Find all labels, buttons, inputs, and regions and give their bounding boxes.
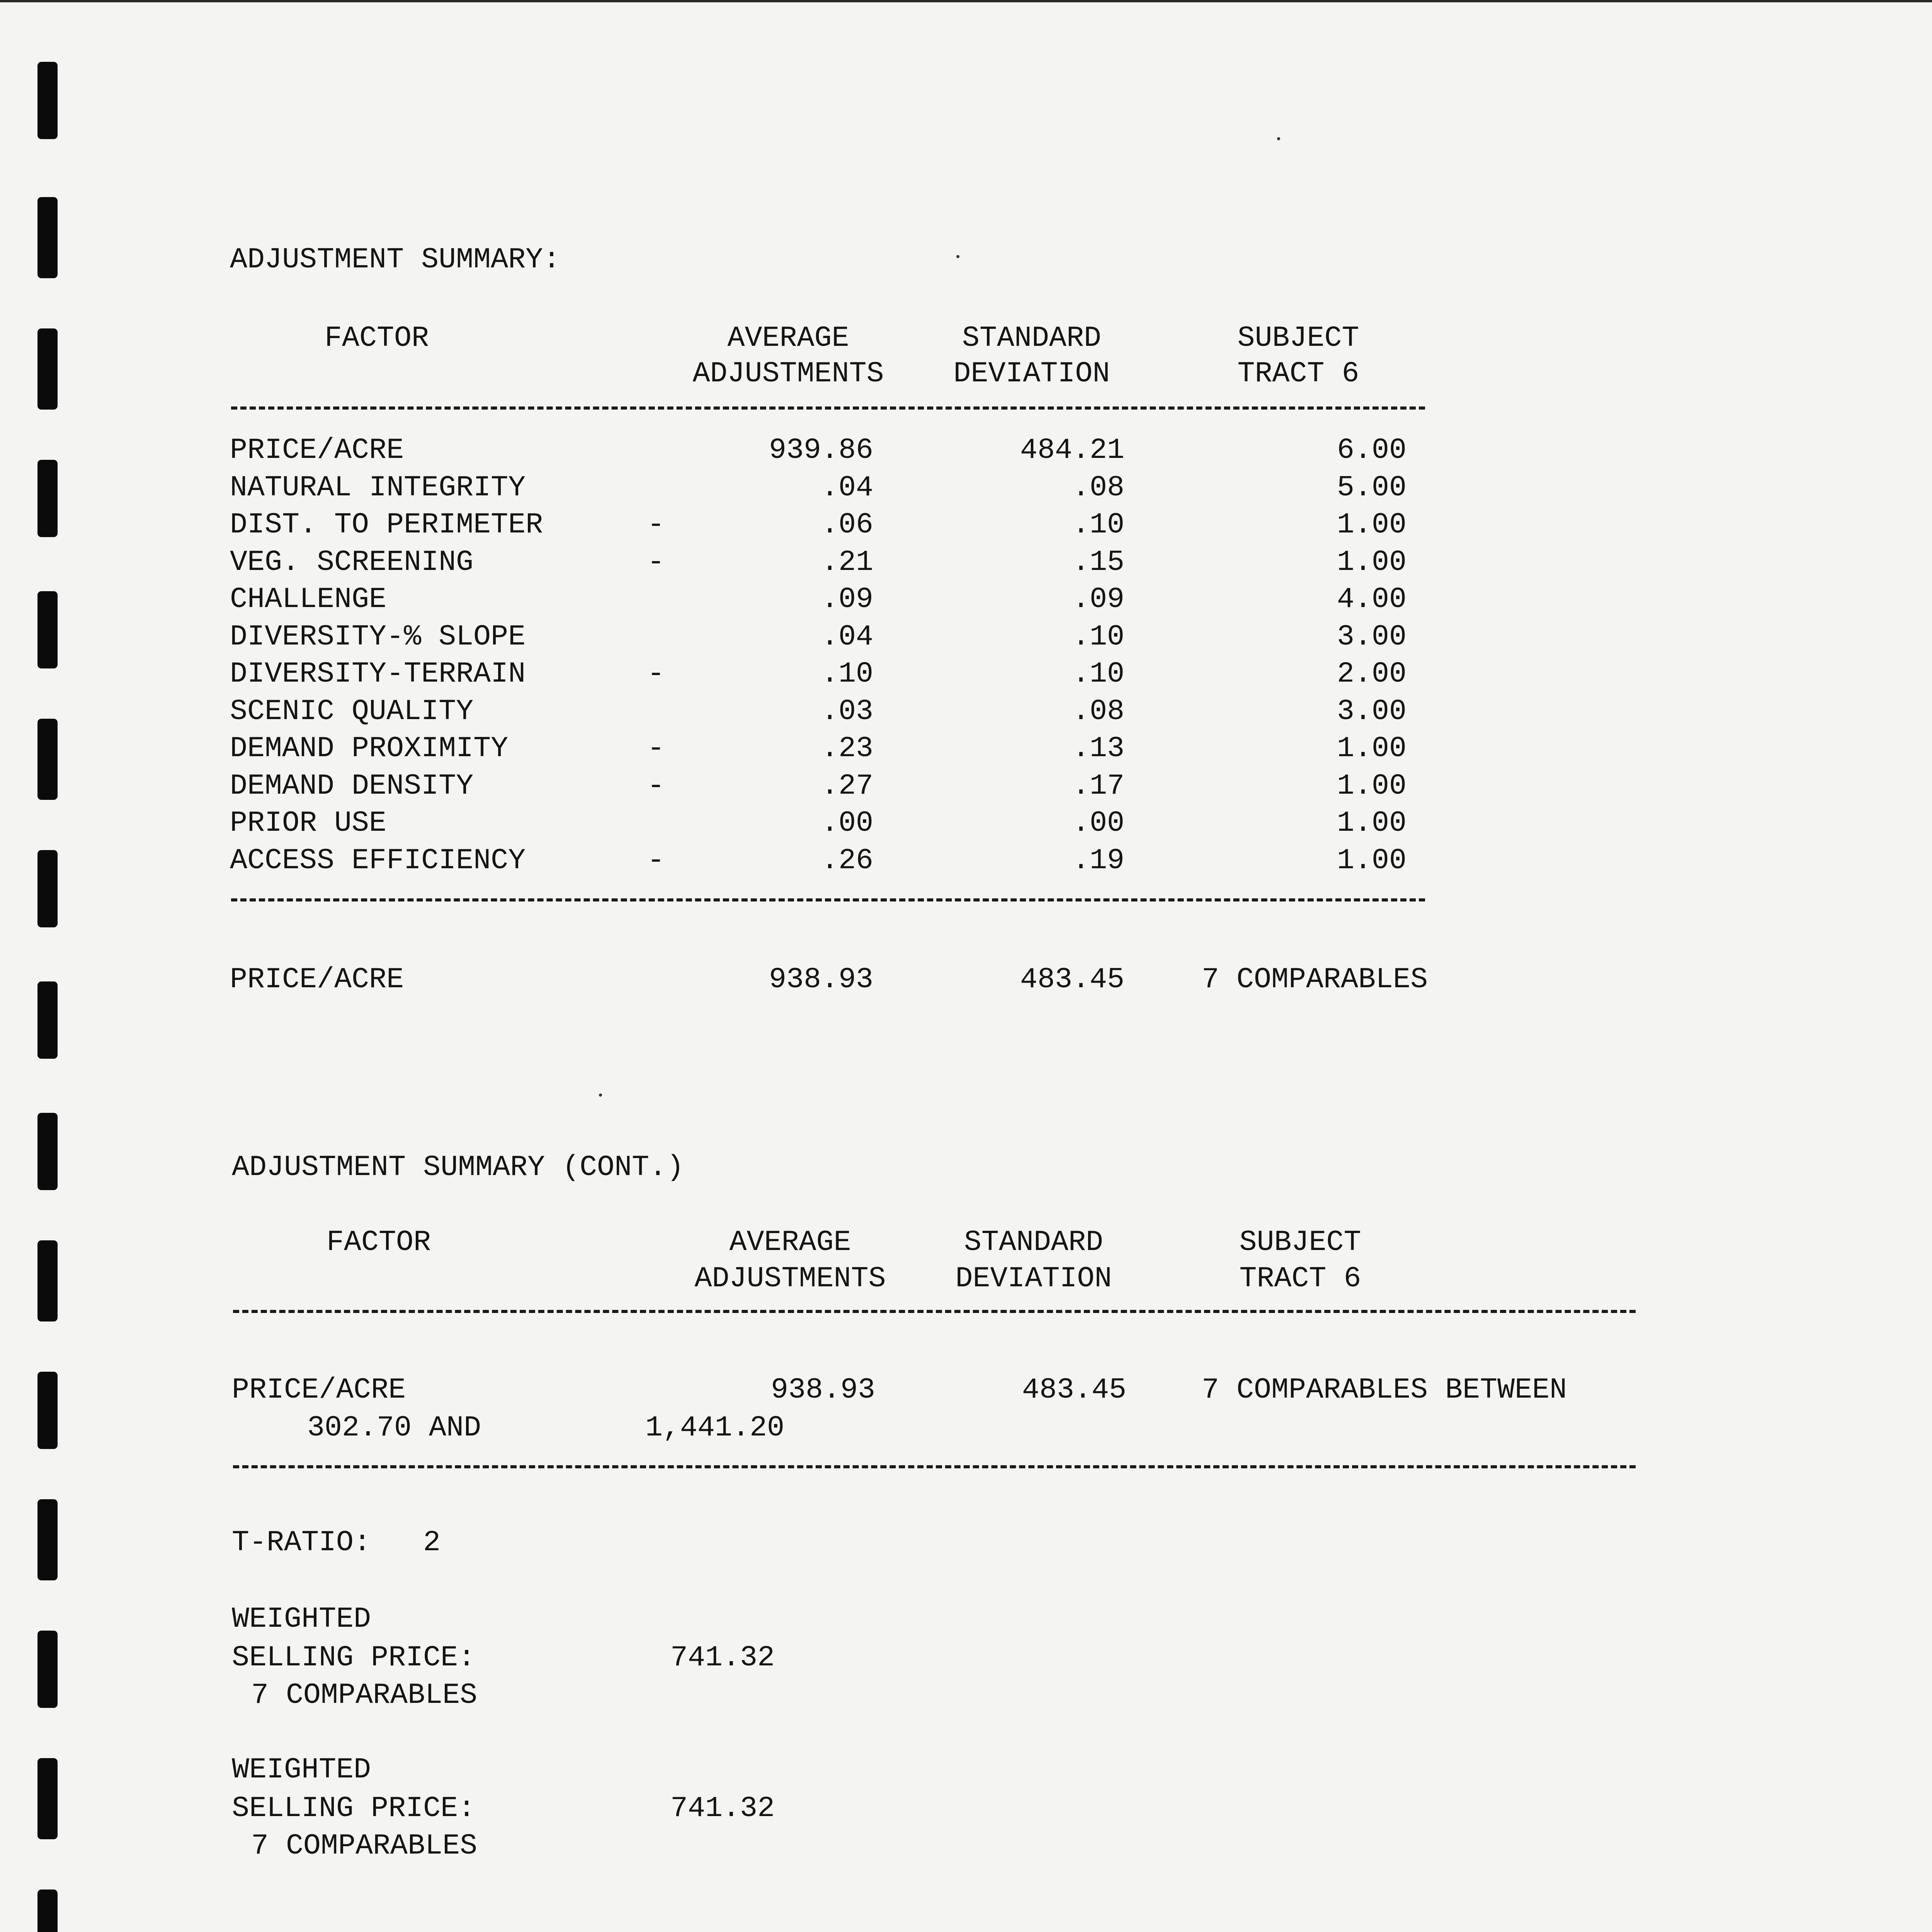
row-subject: 2.00 bbox=[1337, 658, 1406, 690]
row-average: .23 bbox=[821, 732, 873, 765]
row-sign: - bbox=[647, 732, 665, 765]
row-subject: 3.00 bbox=[1337, 695, 1406, 728]
row-std: .10 bbox=[1072, 620, 1124, 653]
selling-price-label: SELLING PRICE: bbox=[232, 1641, 476, 1674]
row-average: .26 bbox=[821, 844, 873, 877]
dashed-rule bbox=[231, 898, 1425, 901]
row-std: .08 bbox=[1072, 695, 1124, 728]
row-average: 939.86 bbox=[769, 434, 873, 467]
row-factor: NATURAL INTEGRITY bbox=[230, 471, 526, 504]
row-std: .10 bbox=[1072, 658, 1124, 690]
row-factor: DEMAND DENSITY bbox=[230, 769, 474, 803]
header-tract: TRACT 6 bbox=[1237, 357, 1359, 390]
row-average: .27 bbox=[821, 769, 873, 803]
row-std: 484.21 bbox=[1020, 434, 1124, 467]
row-average: .06 bbox=[821, 509, 873, 541]
row-subject: 1.00 bbox=[1337, 807, 1406, 840]
header-standard: STANDARD bbox=[962, 322, 1102, 355]
weighted-selling-price-value: 741.32 bbox=[670, 1792, 775, 1825]
row-factor: SCENIC QUALITY bbox=[230, 695, 474, 728]
binder-hole bbox=[37, 1113, 58, 1190]
range-high: 1,441.20 bbox=[645, 1412, 784, 1444]
row-average: .04 bbox=[821, 471, 873, 504]
row-average: .04 bbox=[821, 620, 873, 653]
row-sign: - bbox=[647, 546, 665, 579]
scan-speck bbox=[1277, 137, 1280, 140]
dashed-rule bbox=[233, 1465, 1636, 1468]
row-subject: 4.00 bbox=[1337, 583, 1406, 616]
header-deviation: DEVIATION bbox=[953, 357, 1110, 390]
range-low: 302.70 AND bbox=[307, 1412, 481, 1444]
row-std: .00 bbox=[1072, 807, 1124, 840]
binder-hole bbox=[37, 1631, 58, 1708]
binder-hole bbox=[37, 1240, 58, 1321]
row-std: .19 bbox=[1072, 844, 1124, 877]
section1-title: ADJUSTMENT SUMMARY: bbox=[230, 243, 561, 276]
row-average: .21 bbox=[821, 546, 873, 579]
header-tract-2: TRACT 6 bbox=[1239, 1262, 1361, 1295]
row-sign: - bbox=[647, 658, 665, 690]
selling-price-label: SELLING PRICE: bbox=[232, 1792, 476, 1825]
row-subject: 1.00 bbox=[1337, 769, 1406, 803]
t-ratio-label: T-RATIO: bbox=[232, 1526, 371, 1559]
header-adjustments-2: ADJUSTMENTS bbox=[694, 1262, 886, 1295]
scan-speck bbox=[599, 1094, 602, 1097]
row-std: .10 bbox=[1072, 509, 1124, 541]
binder-hole bbox=[37, 328, 58, 410]
binder-hole bbox=[37, 460, 58, 537]
section2-factor: PRICE/ACRE bbox=[232, 1374, 406, 1406]
comparables-label: 7 COMPARABLES bbox=[251, 1679, 478, 1712]
total-factor: PRICE/ACRE bbox=[230, 963, 404, 996]
row-factor: DEMAND PROXIMITY bbox=[230, 732, 509, 765]
t-ratio-value: 2 bbox=[423, 1526, 441, 1559]
header-average-2: AVERAGE bbox=[729, 1226, 851, 1259]
header-factor-2: FACTOR bbox=[327, 1226, 431, 1259]
binder-hole bbox=[37, 1889, 58, 1932]
weighted-label: WEIGHTED bbox=[232, 1603, 371, 1636]
row-subject: 1.00 bbox=[1337, 509, 1406, 541]
row-factor: VEG. SCREENING bbox=[230, 546, 474, 579]
row-sign: - bbox=[647, 769, 665, 803]
dashed-rule bbox=[231, 406, 1425, 410]
header-factor: FACTOR bbox=[325, 322, 429, 355]
header-average: AVERAGE bbox=[727, 322, 849, 355]
row-subject: 1.00 bbox=[1337, 844, 1406, 877]
row-std: .09 bbox=[1072, 583, 1124, 616]
row-subject: 1.00 bbox=[1337, 546, 1406, 579]
total-average: 938.93 bbox=[769, 963, 873, 996]
binder-hole bbox=[37, 197, 58, 278]
binder-hole bbox=[37, 850, 58, 927]
section2-std: 483.45 bbox=[1022, 1374, 1126, 1406]
dashed-rule bbox=[233, 1310, 1636, 1313]
row-subject: 3.00 bbox=[1337, 620, 1406, 653]
row-factor: DIVERSITY-% SLOPE bbox=[230, 620, 526, 653]
binder-hole bbox=[37, 62, 58, 139]
header-subject-2: SUBJECT bbox=[1239, 1226, 1361, 1259]
row-factor: DIVERSITY-TERRAIN bbox=[230, 658, 526, 690]
comparables-label: 7 COMPARABLES bbox=[251, 1830, 478, 1862]
binder-hole bbox=[37, 1499, 58, 1580]
row-factor: PRIOR USE bbox=[230, 807, 387, 840]
row-factor: CHALLENGE bbox=[230, 583, 387, 616]
row-average: .10 bbox=[821, 658, 873, 690]
row-average: .09 bbox=[821, 583, 873, 616]
header-deviation-2: DEVIATION bbox=[955, 1262, 1112, 1295]
row-factor: ACCESS EFFICIENCY bbox=[230, 844, 526, 877]
weighted-label: WEIGHTED bbox=[232, 1753, 371, 1786]
section2-average: 938.93 bbox=[770, 1374, 875, 1406]
weighted-selling-price-value: 741.32 bbox=[670, 1641, 775, 1674]
row-subject: 5.00 bbox=[1337, 471, 1406, 504]
row-factor: DIST. TO PERIMETER bbox=[230, 509, 543, 541]
header-adjustments: ADJUSTMENTS bbox=[692, 357, 884, 390]
row-subject: 6.00 bbox=[1337, 434, 1406, 467]
row-std: .15 bbox=[1072, 546, 1124, 579]
row-average: .03 bbox=[821, 695, 873, 728]
row-average: .00 bbox=[821, 807, 873, 840]
header-standard-2: STANDARD bbox=[964, 1226, 1104, 1259]
section2-comparables: 7 COMPARABLES BETWEEN bbox=[1202, 1374, 1567, 1406]
total-std: 483.45 bbox=[1020, 963, 1124, 996]
row-sign: - bbox=[647, 509, 665, 541]
binder-hole bbox=[37, 981, 58, 1059]
scan-speck bbox=[956, 255, 959, 258]
binder-hole bbox=[37, 1372, 58, 1449]
binder-hole bbox=[37, 719, 58, 800]
row-std: .13 bbox=[1072, 732, 1124, 765]
page-top-edge bbox=[0, 0, 1932, 2]
row-std: .17 bbox=[1072, 769, 1124, 803]
row-std: .08 bbox=[1072, 471, 1124, 504]
header-subject: SUBJECT bbox=[1237, 322, 1359, 355]
row-factor: PRICE/ACRE bbox=[230, 434, 404, 467]
binder-hole bbox=[37, 591, 58, 668]
row-sign: - bbox=[647, 844, 665, 877]
section2-title: ADJUSTMENT SUMMARY (CONT.) bbox=[232, 1151, 684, 1184]
row-subject: 1.00 bbox=[1337, 732, 1406, 765]
binder-hole bbox=[37, 1758, 58, 1839]
total-comparables: 7 COMPARABLES bbox=[1202, 963, 1428, 996]
